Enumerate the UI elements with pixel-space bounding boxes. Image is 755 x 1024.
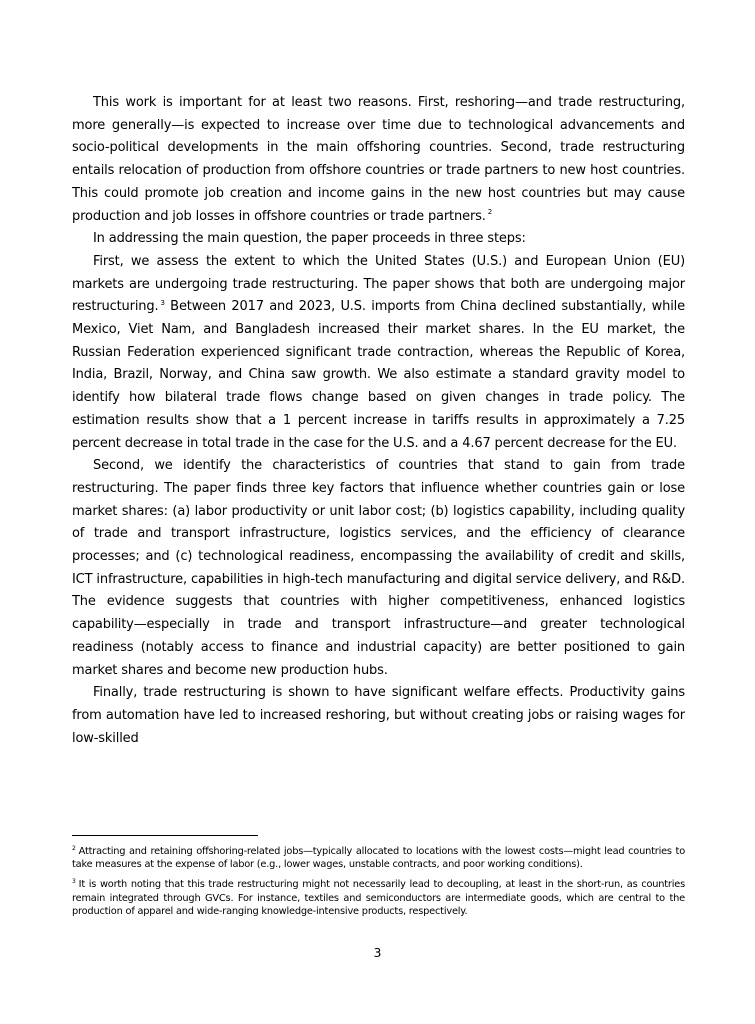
footnote-text: It is worth noting that this trade restructuring might not necessarily lead to decoupling, at least in the short-run, as countries remain integrated through GVCs. For instance, textiles and semiconductors are intermediate goods, which are central to the production of apparel and wide-ranging knowledge-intensive products, respectively. [72,879,685,917]
paragraph-text: First, we assess the extent to which the United States (U.S.) and European Union (EU) markets are undergoing trade restructuring. The paper shows that both are undergoing major restructuring. [72,253,685,315]
footnote-reference[interactable]: 3 [160,299,165,307]
paragraph-text: Finally, trade restructuring is shown to have significant welfare effects. Productivity gains from automation have led to increased reshoring, but without creating jobs or raising wages for low-skilled [72,685,685,746]
paragraph-text-continued: Between 2017 and 2023, U.S. imports from China declined substantially, while Mexico, Viet Nam, and Bangladesh increased their market shares. In the EU market, the Russian Federation experienced significant trade contraction, whereas the Republic of Korea, India, Brazil, Norway, and China saw growth. We also estimate a standard gravity model to identify how bilateral trade flows change based on given changes in trade policy. The estimation results show that a 1 percent increase in tariffs results in approximately a 7.25 percent decrease in total trade in the case for the U.S. and a 4.67 percent decrease for the EU. [72,299,685,451]
page-number: 3 [373,945,382,960]
footnotes [72,845,685,925]
footnote-item [72,878,685,918]
footnote-item [72,845,685,871]
paragraph-steps-intro [72,228,685,251]
paragraph-final-step [72,682,685,750]
paragraph-text: Second, we identify the characteristics of countries that stand to gain from trade restructuring. The paper finds three key factors that influence whether countries gain or lose market shares: (a) labor productivity or unit labor cost; (b) logistics capability, including quality of trade and transport infrastructure, logistics services, and the efficiency of clearance processes; and (c) technological readiness, encompassing the availability of credit and skills, ICT infrastructure, capabilities in high-tech manufacturing and digital service delivery, and R&D. The evidence suggests that countries with higher competitiveness, enhanced logistics capability—especially in trade and transport infrastructure—and greater technological readiness (notably access to finance and industrial capacity) are better positioned to gain market shares and become new production hubs. [72,458,685,678]
footnote-mark: 3 [72,878,76,886]
paragraph-first-step [72,251,685,455]
paragraph-text: In addressing the main question, the paper proceeds in three steps: [93,231,526,247]
paragraph-importance [72,92,685,228]
paragraph-second-step [72,455,685,682]
paragraph-text: This work is important for at least two reasons. First, reshoring—and trade restructuring, more generally—is expected to increase over time due to technological advancements and socio-political developments in the main offshoring countries. Second, trade restructuring entails relocation of production from offshore countries or trade partners to new host countries. This could promote job creation and income gains in the new host countries but may cause production and job losses in offshore countries or trade partners. [72,95,685,224]
footnote-text: Attracting and retaining offshoring-related jobs—typically allocated to locations with the lowest costs—might lead countries to take measures at the expense of labor (e.g., lower wages, unstable contracts, and poor working conditions). [72,846,685,871]
footnote-mark: 2 [72,844,76,852]
body-text [72,92,685,750]
footnote-reference[interactable]: 2 [487,208,493,217]
footnote-divider [72,835,258,836]
